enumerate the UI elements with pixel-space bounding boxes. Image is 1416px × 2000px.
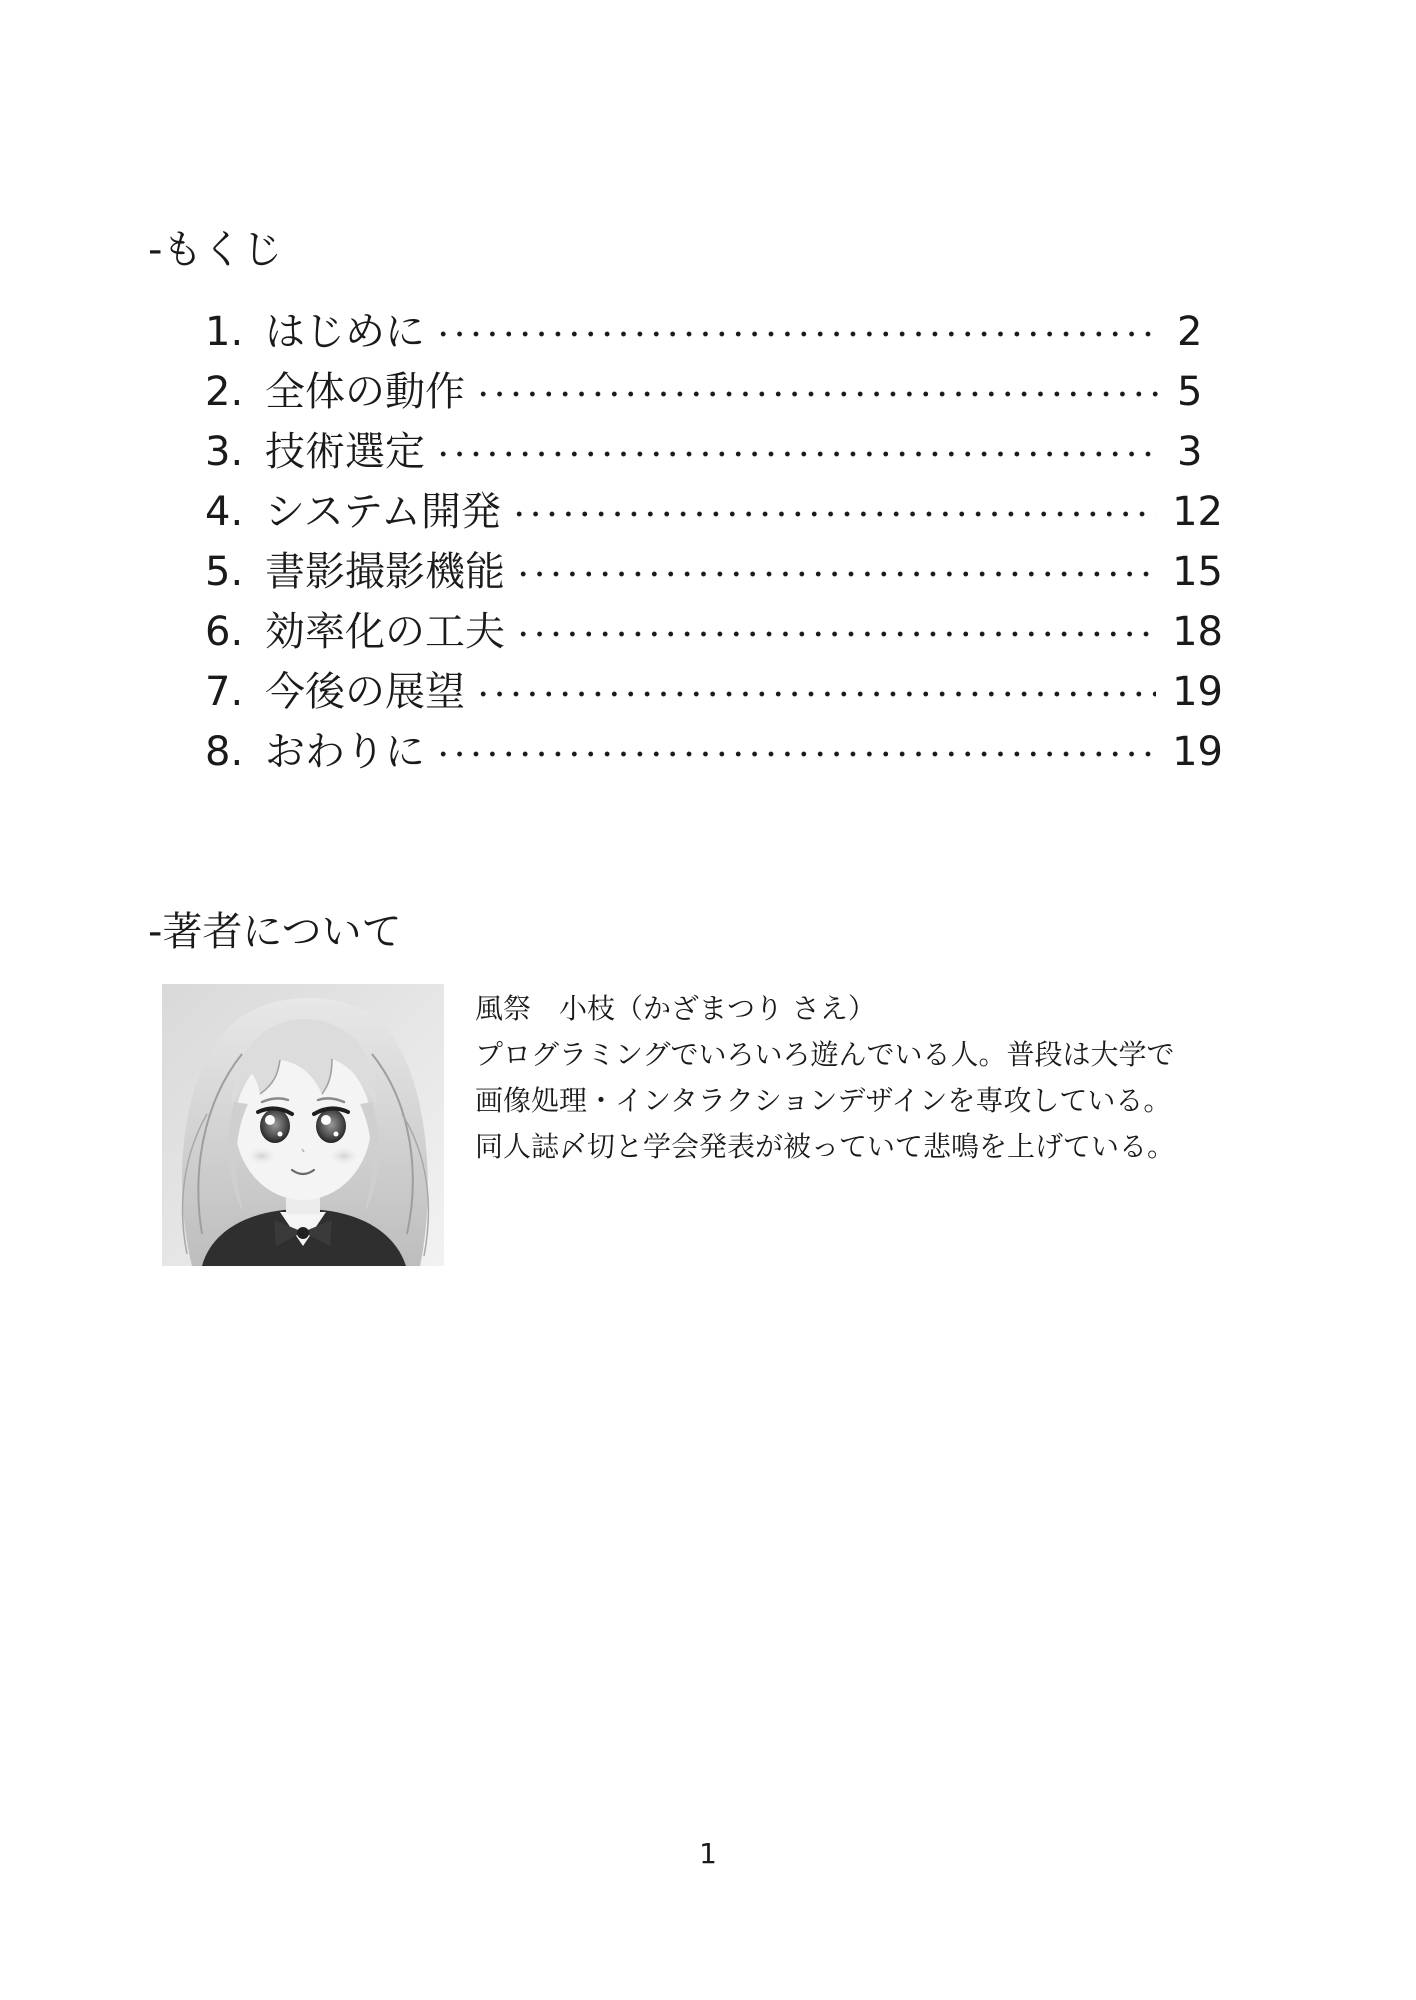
toc-dot-leader xyxy=(515,630,1156,638)
toc-entry-title: おわりに xyxy=(265,729,425,775)
toc-entry-title: システム開発 xyxy=(265,489,501,535)
toc-entry-title: 効率化の工夫 xyxy=(265,609,505,655)
toc-entry-number: 8. xyxy=(205,729,244,775)
toc-dot-leader xyxy=(511,510,1156,518)
toc-dot-leader xyxy=(435,330,1161,338)
toc-entry-page: 3 xyxy=(1177,429,1203,475)
toc-heading: -もくじ xyxy=(148,227,283,273)
table-of-contents xyxy=(205,302,1223,782)
bio-line: 同人誌〆切と学会発表が被っていて悲鳴を上げている。 xyxy=(475,1130,1176,1163)
toc-entry-number: 1. xyxy=(205,309,244,355)
toc-entry xyxy=(205,602,1223,662)
author-heading: -著者について xyxy=(148,909,402,955)
toc-entry-number: 4. xyxy=(205,489,244,535)
toc-dot-leader xyxy=(475,690,1156,698)
toc-entry-page: 19 xyxy=(1172,669,1223,715)
toc-entry xyxy=(205,662,1223,722)
toc-dot-leader xyxy=(475,390,1161,398)
toc-dot-leader xyxy=(435,450,1161,458)
toc-entry-page: 19 xyxy=(1172,729,1223,775)
author-bio xyxy=(475,986,1235,1170)
toc-entry-number: 6. xyxy=(205,609,244,655)
bio-line: プログラミングでいろいろ遊んでいる人。普段は大学で xyxy=(475,1038,1175,1071)
toc-entry-page: 18 xyxy=(1172,609,1223,655)
toc-entry xyxy=(205,722,1223,782)
toc-entry-number: 7. xyxy=(205,669,244,715)
toc-entry xyxy=(205,542,1223,602)
toc-entry xyxy=(205,422,1223,482)
toc-entry xyxy=(205,362,1223,422)
page-number: 1 xyxy=(699,1837,717,1870)
toc-entry-page: 5 xyxy=(1177,369,1203,415)
toc-entry-number: 5. xyxy=(205,549,244,595)
author-portrait xyxy=(162,984,444,1266)
toc-entry-title: 書影撮影機能 xyxy=(265,549,505,595)
toc-entry xyxy=(205,482,1223,542)
bio-line: 画像処理・インタラクションデザインを専攻している。 xyxy=(475,1084,1172,1117)
toc-entry-title: 今後の展望 xyxy=(265,669,465,715)
author-name: 風祭 小枝（かざまつり さえ） xyxy=(475,992,876,1025)
toc-entry-number: 3. xyxy=(205,429,244,475)
toc-entry-number: 2. xyxy=(205,369,244,415)
toc-entry-page: 15 xyxy=(1172,549,1223,595)
toc-dot-leader xyxy=(515,570,1156,578)
toc-dot-leader xyxy=(435,750,1156,758)
toc-entry-page: 12 xyxy=(1172,489,1223,535)
toc-entry-page: 2 xyxy=(1177,309,1203,355)
toc-entry-title: はじめに xyxy=(265,309,425,355)
toc-entry-title: 技術選定 xyxy=(265,429,425,475)
toc-entry xyxy=(205,302,1223,362)
toc-entry-title: 全体の動作 xyxy=(265,369,465,415)
